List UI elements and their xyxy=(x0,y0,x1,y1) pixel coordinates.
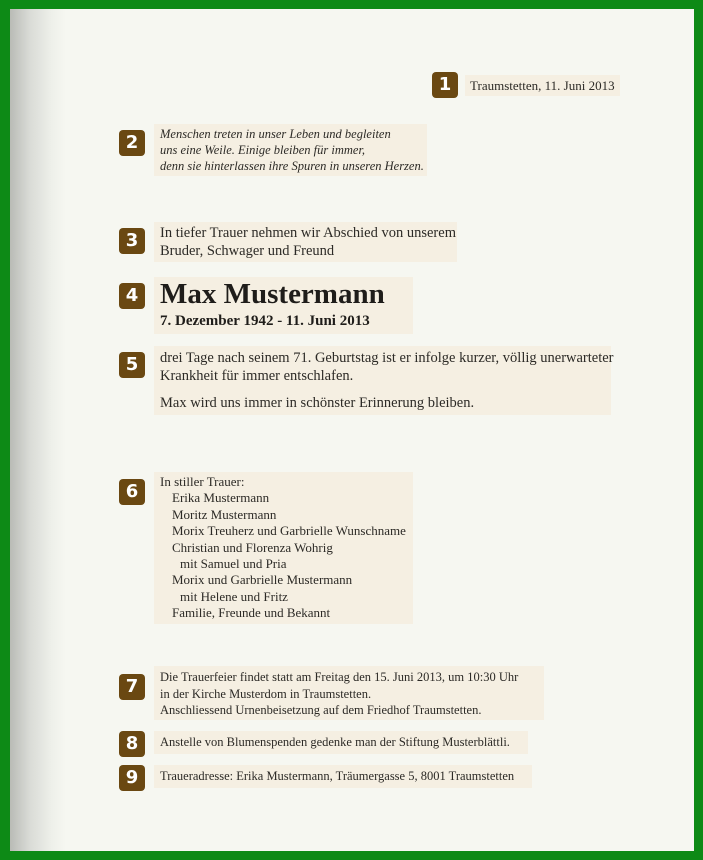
donation-box xyxy=(154,731,528,754)
message-box xyxy=(154,346,614,415)
mourner-name: mit Helene und Fritz xyxy=(180,588,288,604)
mourner-name: Morix Treuherz und Garbrielle Wunschname xyxy=(172,523,406,539)
quote-line: uns eine Weile. Einige bleiben für immer, xyxy=(160,143,366,157)
badge-5: 5 xyxy=(119,352,145,378)
page-shadow xyxy=(10,9,66,851)
ceremony-line: Die Trauerfeier findet statt am Freitag den 15. Juni 2013, um 10:30 Uhr xyxy=(160,670,519,684)
intro-line: Bruder, Schwager und Freund xyxy=(160,243,335,259)
quote-box xyxy=(154,124,427,176)
message-line: Krankheit für immer entschlafen. xyxy=(160,368,354,384)
place-date-box xyxy=(465,75,620,96)
donation-text: Anstelle von Blumenspenden gedenke man der Stiftung Musterblättli. xyxy=(160,735,510,749)
mourner-name: Morix und Garbrielle Mustermann xyxy=(172,572,353,588)
ceremony-box xyxy=(154,666,544,720)
deceased-box xyxy=(154,277,413,334)
mourner-name: Erika Mustermann xyxy=(172,490,270,506)
badge-7: 7 xyxy=(119,674,145,700)
badge-3: 3 xyxy=(119,228,145,254)
intro-box xyxy=(154,222,457,262)
badge-8: 8 xyxy=(119,731,145,757)
deceased-name: Max Mustermann xyxy=(160,278,385,310)
intro-line: In tiefer Trauer nehmen wir Abschied von unserem xyxy=(160,225,456,241)
mourners-heading: In stiller Trauer: xyxy=(160,474,245,489)
message-line: drei Tage nach seinem 71. Geburtstag ist er infolge kurzer, völlig unerwarteter xyxy=(160,350,614,366)
quote-line: denn sie hinterlassen ihre Spuren in unseren Herzen. xyxy=(160,159,424,173)
mourner-name: Familie, Freunde und Bekannt xyxy=(172,605,331,621)
place-date: Traumstetten, 11. Juni 2013 xyxy=(470,78,615,93)
mourner-name: Moritz Mustermann xyxy=(172,506,277,522)
quote-line: Menschen treten in unser Leben und begleiten xyxy=(160,127,391,141)
badge-6: 6 xyxy=(119,479,145,505)
mourner-name: mit Samuel und Pria xyxy=(180,556,287,572)
deceased-dates: 7. Dezember 1942 - 11. Juni 2013 xyxy=(160,313,370,329)
message-closing: Max wird uns immer in schönster Erinnerung bleiben. xyxy=(160,395,475,411)
badge-9: 9 xyxy=(119,765,145,791)
mourners-box xyxy=(154,472,413,624)
mourner-name: Christian und Florenza Wohrig xyxy=(172,539,333,555)
badge-4: 4 xyxy=(119,283,145,309)
ceremony-line: in der Kirche Musterdom in Traumstetten. xyxy=(160,686,372,701)
badge-1: 1 xyxy=(432,72,458,98)
address-box xyxy=(154,765,532,788)
address-text: Traueradresse: Erika Mustermann, Träumergasse 5, 8001 Traumstetten xyxy=(160,769,515,783)
badge-2: 2 xyxy=(119,130,145,156)
ceremony-line: Anschliessend Urnenbeisetzung auf dem Friedhof Traumstetten. xyxy=(160,703,482,717)
document-page xyxy=(10,9,694,851)
